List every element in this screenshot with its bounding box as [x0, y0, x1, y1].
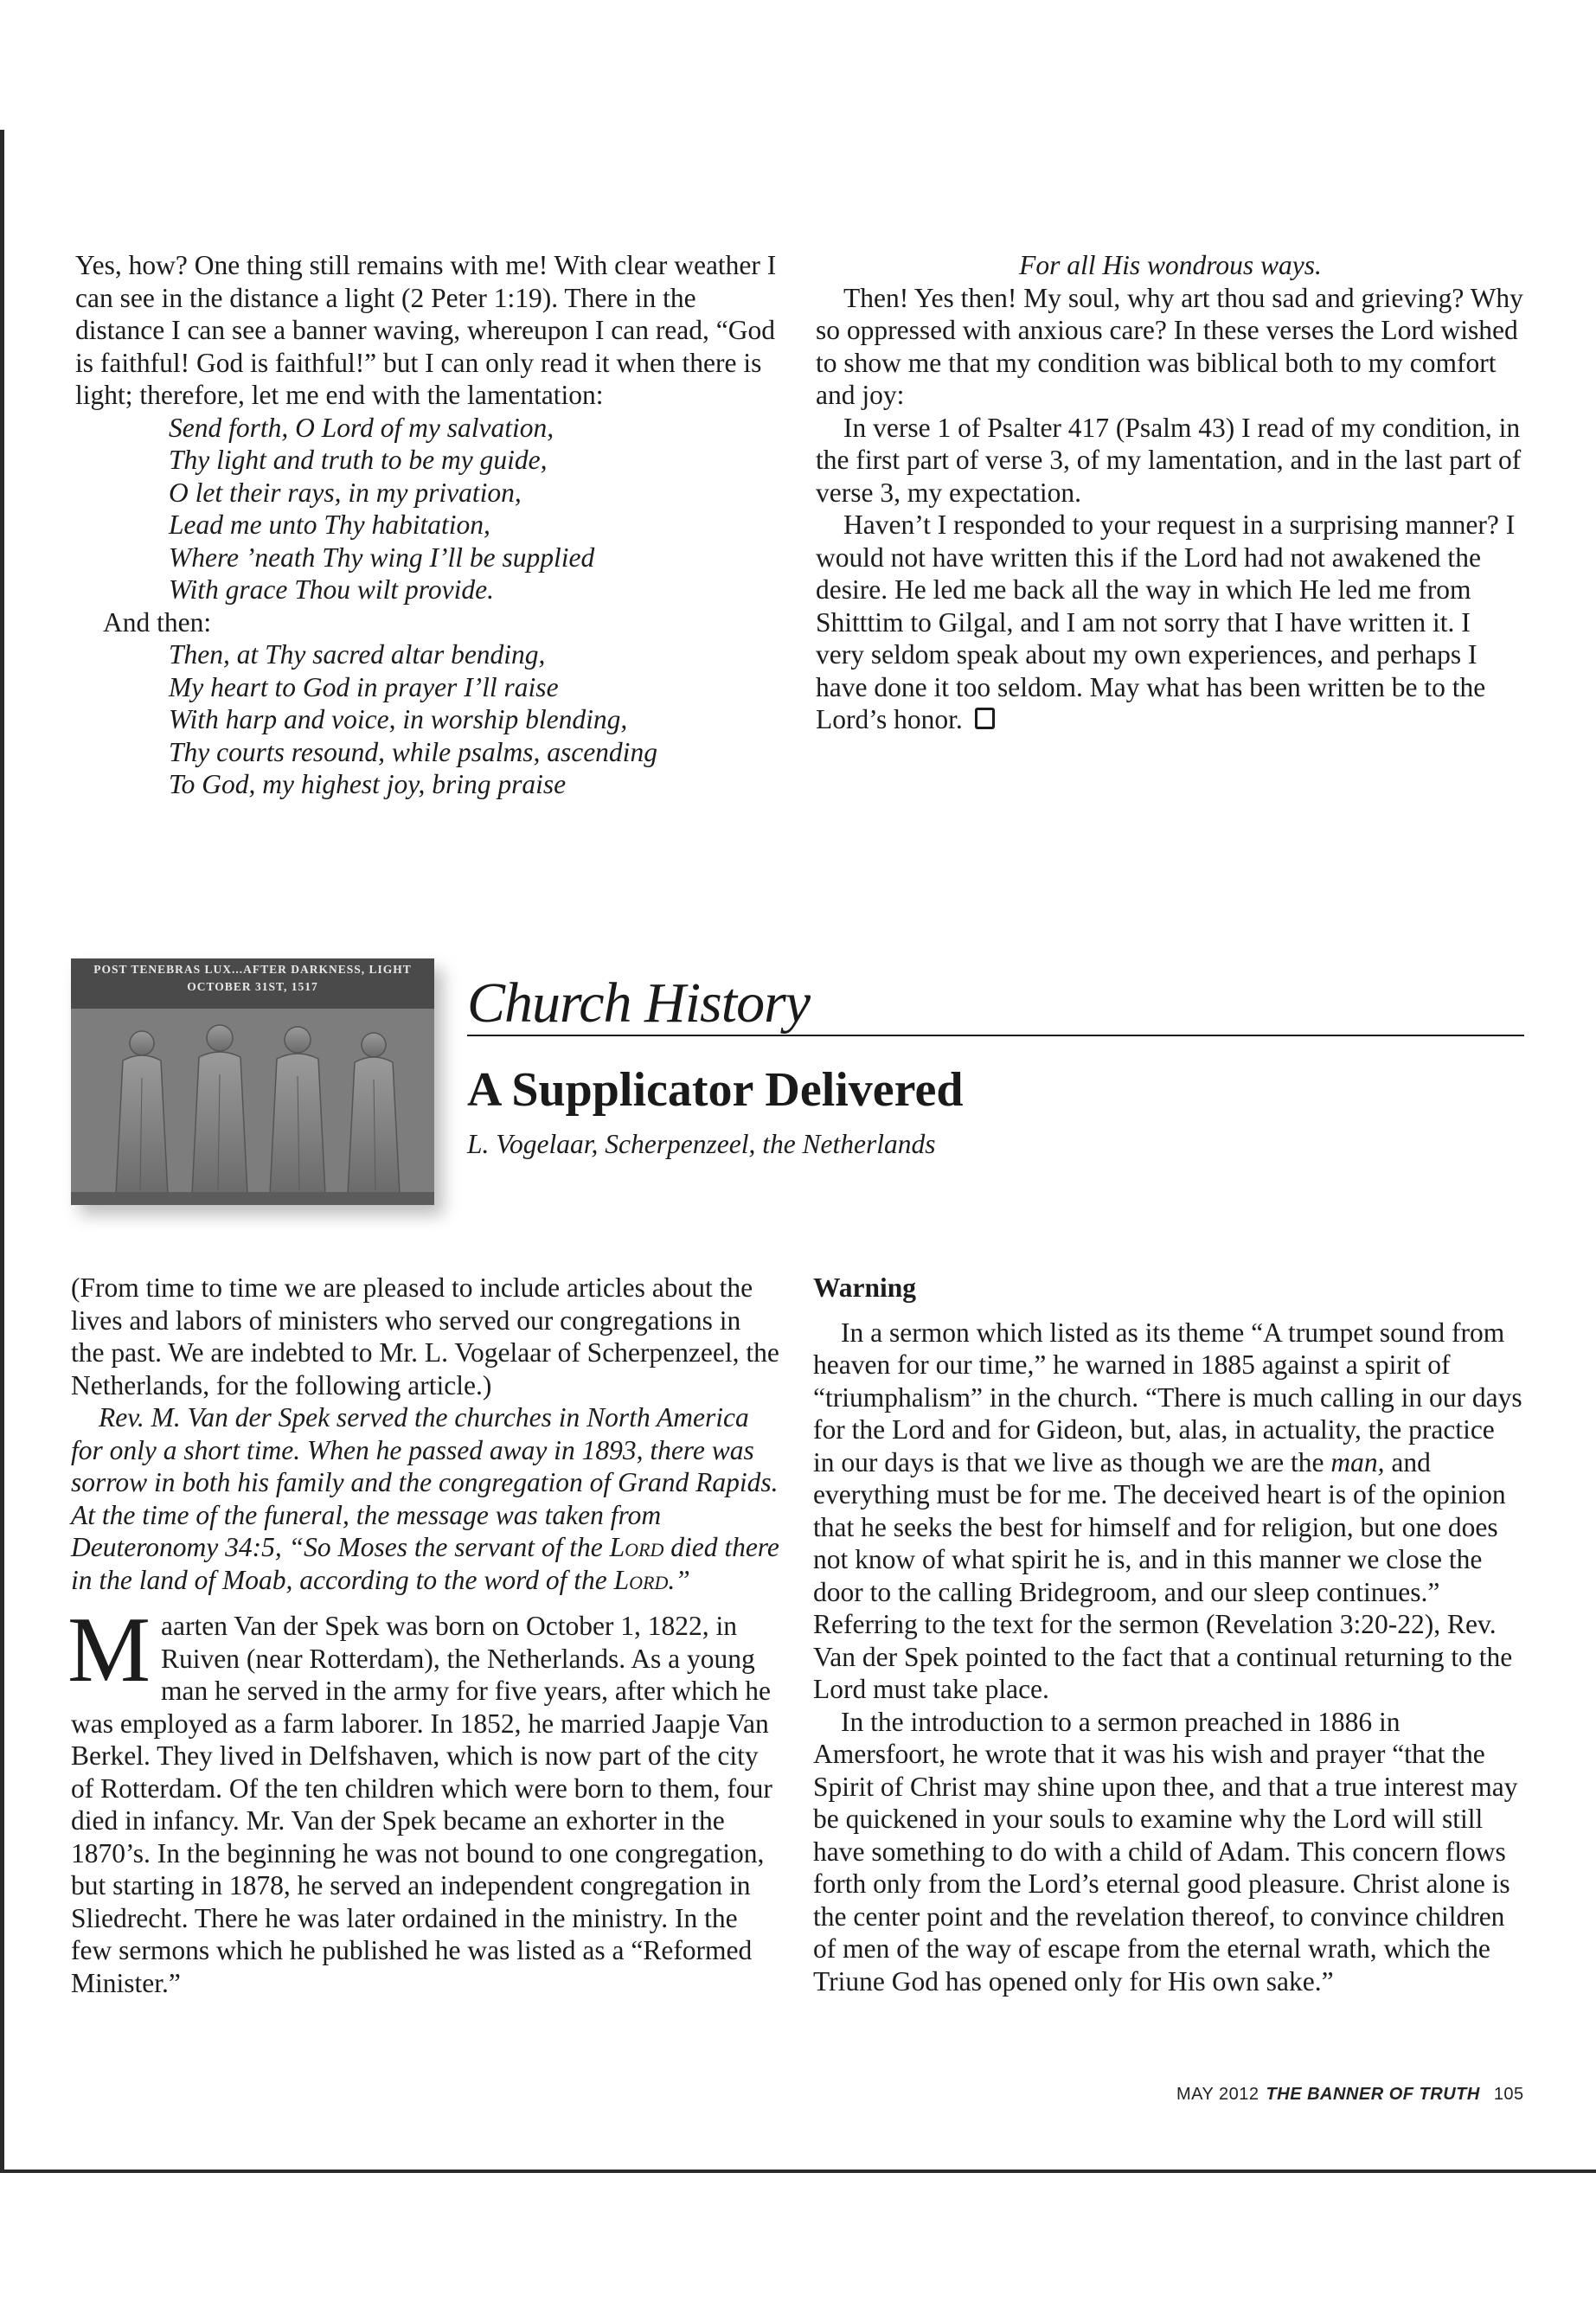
- editor-intro: (From time to time we are pleased to include articles about the lives and labors of ministers who served our congregations in the past. We are indebted to Mr. L. Vogelaar of Scherpenzeel, the Netherlands, for the following article.): [71, 1272, 779, 1400]
- magazine-name: THE BANNER OF TRUTH: [1266, 2085, 1480, 2104]
- poem-stanza-2: [169, 638, 785, 801]
- poem-final-line: For all His wondrous ways.: [1019, 250, 1322, 280]
- section-title: Church History: [467, 971, 811, 1035]
- poem-line: O let their rays, in my privation,: [169, 477, 522, 508]
- paragraph: In verse 1 of Psalter 417 (Psalm 43) I read of my condition, in the first part of verse 3, of my lamentation, and in the last part of verse 3, my expectation.: [816, 412, 1522, 508]
- paragraph-text: Haven’t I responded to your request in a surprising manner? I would not have written this if the Lord had not awakened the desire. He led me back all the way in which He led me from Shitttim to Gilgal, and I am not sorry that I have written it. I very seldom speak about my own experiences, and perhaps I have done it too seldom. May what has been written be to the Lord’s honor.: [816, 510, 1516, 734]
- warning-heading: Warning: [813, 1272, 917, 1303]
- top-right-column: [816, 249, 1525, 736]
- bottom-left-column: [67, 1272, 780, 1999]
- article-title: A Supplicator Delivered: [467, 1063, 964, 1117]
- page-footer: [1176, 2085, 1524, 2105]
- poem-stanza-1: [169, 412, 785, 606]
- page-edge-left: [0, 130, 4, 2171]
- top-left-column: [75, 249, 785, 801]
- lord-small-caps: Lord: [613, 1564, 669, 1595]
- poem-line: Where ’neath Thy wing I’ll be supplied: [169, 542, 595, 573]
- reformation-wall-photo: [71, 958, 434, 1205]
- article-body: [67, 1599, 780, 1999]
- poem-line: Thy courts resound, while psalms, ascending: [169, 736, 657, 767]
- poem-line: Lead me unto Thy habitation,: [169, 510, 490, 540]
- issue-date: MAY 2012: [1176, 2085, 1259, 2104]
- drop-cap: M: [67, 1599, 151, 1702]
- poem-line: With harp and voice, in worship blending,: [169, 704, 628, 734]
- body-text: aarten Van der Spek was born on October 1, 1822, in Ruiven (near Rotterdam), the Netherlands. As a young man he served in the army for five years, after which he was employed as a farm laborer. In 1852, he married Jaapje Van Berkel. They lived in Delfshaven, which is now part of the city of Rotterdam. Of the ten children which were born to them, four died in infancy. Mr. Van der Spek became an exhorter in the 1870’s. In the beginning he was not bound to one congregation, but starting in 1878, he served an independent congregation in Sliedrecht. There he was later ordained in the ministry. In the few sermons which he published he was listed as a “Reformed Minister.”: [71, 1611, 772, 1998]
- paragraph: In the introduction to a sermon preached in 1886 in Amersfoort, he wrote that it was his wish and prayer “that the Spirit of Christ may shine upon thee, and that a true interest may be quickened in your souls to examine why the Lord will still have something to do with a child of Adam. This concern flows forth only from the Lord’s eternal good pleasure. Christ alone is the center point and the revelation thereof, to convince children of men of the way of escape from the eternal wrath, which the Triune God has opened only for His own sake.”: [813, 1706, 1518, 1997]
- closing-paragraph: Yes, how? One thing still remains with me! With clear weather I can see in the distance a light (2 Peter 1:19). There in the distance I can see a banner waving, whereupon I can read, “God is faithful! God is faithful!” but I can only read it when there is light; therefore, let me end with the lamentation:: [75, 250, 777, 410]
- summary-text: died there in the land of Moab, according to the word of the: [71, 1532, 779, 1595]
- end-mark-icon: [975, 708, 995, 729]
- byline: L. Vogelaar, Scherpenzeel, the Netherlands: [467, 1129, 936, 1159]
- summary-text: Rev. M. Van der Spek served the churches in North America for only a short time. When he passed away in 1893, there was sorrow in both his family and the congregation of Grand Rapids. At the time of the funeral, the message was taken from Deuteronomy 34:5, “So Moses the servant of the: [71, 1402, 779, 1562]
- inscription-line: OCTOBER 31ST, 1517: [187, 980, 318, 993]
- page-number: 105: [1493, 2085, 1524, 2104]
- paragraph: [813, 1317, 1522, 1706]
- poem-line: My heart to God in prayer I’ll raise: [169, 671, 559, 702]
- poem-line: Thy light and truth to be my guide,: [169, 445, 548, 475]
- emphasis-text: man,: [1330, 1446, 1385, 1477]
- photo-inscription: [71, 958, 434, 1009]
- summary-text: .”: [668, 1564, 690, 1595]
- bottom-right-column: [813, 1272, 1522, 1997]
- poem-line: With grace Thou wilt provide.: [169, 574, 494, 605]
- page-edge-bottom: [0, 2170, 1596, 2173]
- paragraph: [816, 509, 1525, 736]
- lord-small-caps: Lord: [609, 1532, 664, 1562]
- section-rule: [467, 1035, 1524, 1036]
- poem-line: Then, at Thy sacred altar bending,: [169, 639, 546, 670]
- inscription-line: POST TENEBRAS LUX...AFTER DARKNESS, LIGHT: [93, 963, 412, 976]
- paragraph-text: and everything must be for me. The deceived heart is of the opinion that he seeks the best for himself and for religion, but one does not know of what spirit he is, and in this manner we close the door to the calling Bridegroom, and our sleep continues.” Referring to the text for the sermon (Revelation 3:20-22), Rev. Van der Spek pointed to the fact that a continual returning to the Lord must take place.: [813, 1446, 1513, 1704]
- article-summary: [71, 1401, 780, 1596]
- statues-illustration: [71, 1009, 434, 1205]
- poem-line: To God, my highest joy, bring praise: [169, 769, 567, 799]
- poem-line: Send forth, O Lord of my salvation,: [169, 412, 554, 443]
- and-then-text: And then:: [103, 606, 212, 638]
- paragraph: Then! Yes then! My soul, why art thou sad and grieving? Why so oppressed with anxious care? In these verses the Lord wished to show me that my condition was biblical both to my comfort and joy:: [816, 282, 1523, 410]
- paragraph-text: In a sermon which listed as its theme “A trumpet sound from heaven for our time,” he warned in 1885 against a spirit of “triumphalism” in the church. “There is much calling in our days for the Lord and for Gideon, but, alas, in actuality, the practice in our days is that we live as though we are the: [813, 1317, 1522, 1477]
